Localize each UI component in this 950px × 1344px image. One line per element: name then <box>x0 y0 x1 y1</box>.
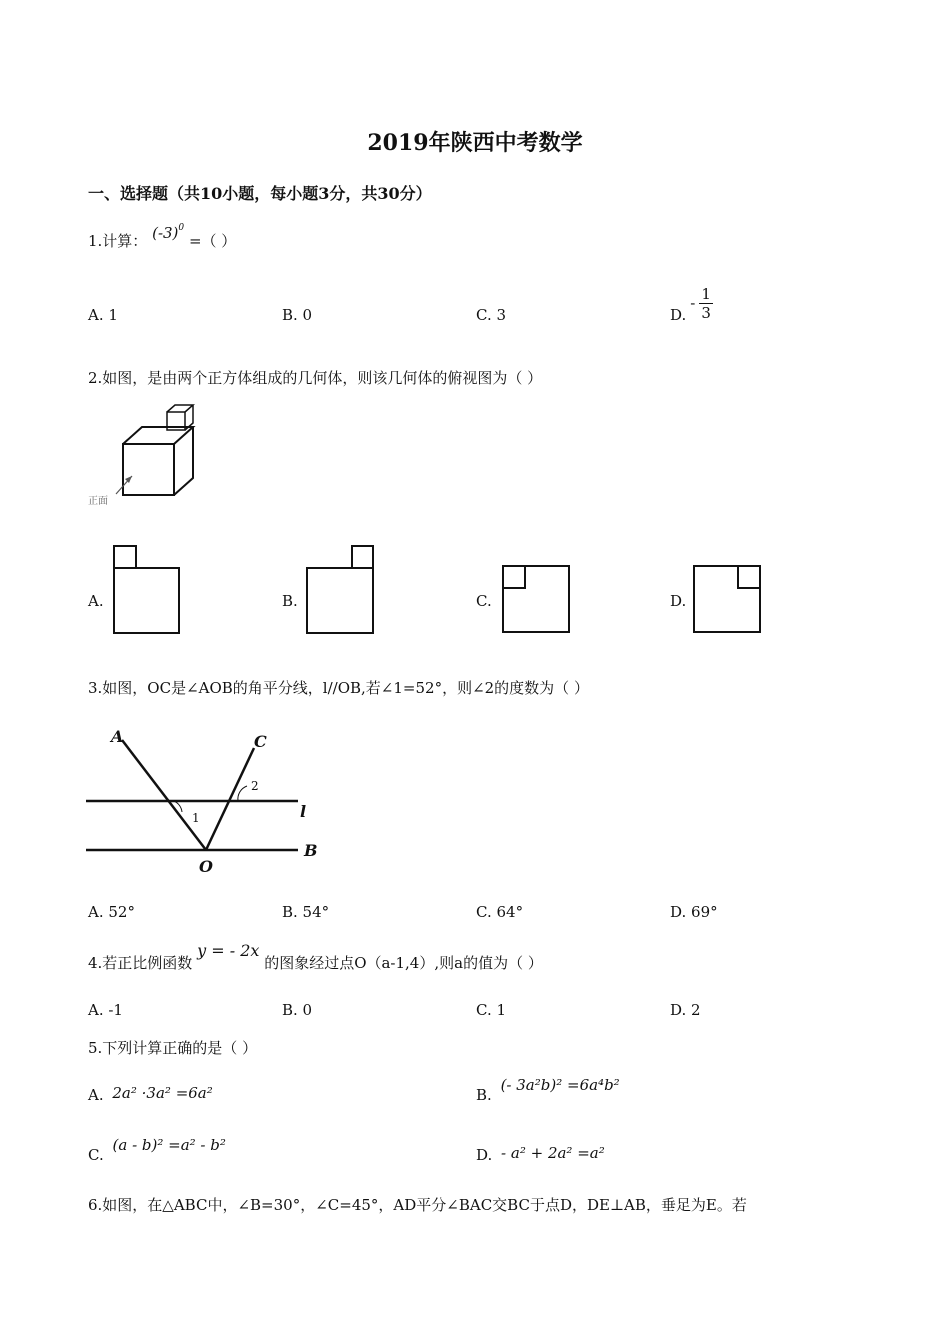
q5-expr-d: - a² + 2a² =a² <box>501 1144 605 1162</box>
q3-option-d[interactable]: D. 69° <box>670 903 718 921</box>
q4-option-a[interactable]: A. -1 <box>88 1001 123 1019</box>
q4-stem <box>88 941 543 973</box>
q5-expr-c: (a - b)² =a² - b² <box>112 1136 226 1154</box>
big-cube-front <box>123 444 174 495</box>
q2-solid-figure <box>86 404 206 508</box>
ray-oa <box>122 740 206 850</box>
q5-option-a-label: A. <box>88 1086 104 1104</box>
ray-oc <box>206 748 254 850</box>
label-l: l <box>300 802 307 821</box>
label-o: O <box>199 857 213 876</box>
q2-option-d[interactable]: D. <box>670 592 687 610</box>
q3-option-c[interactable]: C. 64° <box>476 903 524 921</box>
fraction-numerator: 1 <box>701 284 711 303</box>
q2-option-c[interactable]: C. <box>476 592 492 610</box>
q2-option-a[interactable]: A. <box>88 592 104 610</box>
label-angle-2: 2 <box>251 779 259 793</box>
q4-stem-pre: 4.若正比例函数 <box>88 954 193 972</box>
page-title: 2019年陕西中考数学 <box>367 130 583 156</box>
q5-option-b-label: B. <box>476 1086 492 1104</box>
angle-2-arc <box>238 786 247 801</box>
q1-option-c[interactable]: C. 3 <box>476 306 507 324</box>
q3-option-a[interactable]: A. 52° <box>88 903 135 921</box>
q1-expr-base: (-3) <box>152 224 179 242</box>
q2-option-b-figure <box>305 545 377 637</box>
q5-stem: 5.下列计算正确的是（ ） <box>88 1039 258 1057</box>
q2-option-d-figure <box>692 564 764 636</box>
q1-stem <box>88 223 237 251</box>
q5-option-c-label: C. <box>88 1146 104 1164</box>
q1-expr <box>152 224 189 242</box>
q3-angle-figure <box>86 728 326 878</box>
q1-option-b[interactable]: B. 0 <box>282 306 313 324</box>
q1-option-d[interactable] <box>670 282 713 324</box>
fraction-denominator: 3 <box>701 303 711 322</box>
label-angle-1: 1 <box>192 811 200 825</box>
q4-option-d[interactable]: D. 2 <box>670 1001 701 1019</box>
label-c: C <box>254 732 267 751</box>
q2-stem: 2.如图，是由两个正方体组成的几何体，则该几何体的俯视图为（ ） <box>88 369 543 387</box>
q5-option-a[interactable] <box>88 1086 213 1104</box>
q2-option-a-figure <box>112 545 182 637</box>
q5-option-d[interactable] <box>476 1146 605 1164</box>
q5-option-d-label: D. <box>476 1146 493 1164</box>
q5-option-b[interactable] <box>476 1076 620 1104</box>
q3-stem: 3.如图，OC是∠AOB的角平分线，l//OB,若∠1=52°，则∠2的度数为（ ） <box>88 679 589 697</box>
q6-stem: 6.如图，在△ABC中，∠B=30°，∠C=45°，AD平分∠BAC交BC于点D，DE⊥AB，垂足为E。若 <box>88 1196 747 1214</box>
q2-option-b[interactable]: B. <box>282 592 298 610</box>
q5-option-c[interactable] <box>88 1136 226 1164</box>
q4-option-c[interactable]: C. 1 <box>476 1001 507 1019</box>
q4-option-b[interactable]: B. 0 <box>282 1001 313 1019</box>
big-cube-side <box>174 427 193 495</box>
q1-option-d-sign: - <box>690 294 696 312</box>
front-label: 正面 <box>88 496 108 507</box>
label-b: B <box>304 841 318 860</box>
q1-stem-text: 1.计算： <box>88 232 148 250</box>
q1-expr-tail: =（ ） <box>188 232 237 250</box>
label-a: A <box>111 727 124 746</box>
q2-option-c-figure <box>500 564 572 636</box>
q1-option-a[interactable]: A. 1 <box>88 306 118 324</box>
q1-option-d-fraction <box>699 285 713 322</box>
q4-stem-post: 的图象经过点O（a-1,4）,则a的值为（ ） <box>264 954 543 972</box>
q5-expr-b: (- 3a²b)² =6a⁴b² <box>500 1076 620 1094</box>
q1-expr-exp: 0 <box>178 223 185 233</box>
q3-option-b[interactable]: B. 54° <box>282 903 330 921</box>
q4-function: y = - 2x <box>197 941 260 960</box>
q1-option-d-label: D. <box>670 306 687 324</box>
q5-expr-a: 2a² ·3a² =6a² <box>112 1084 213 1102</box>
section-heading: 一、选择题（共10小题，每小题3分，共30分） <box>88 184 432 203</box>
